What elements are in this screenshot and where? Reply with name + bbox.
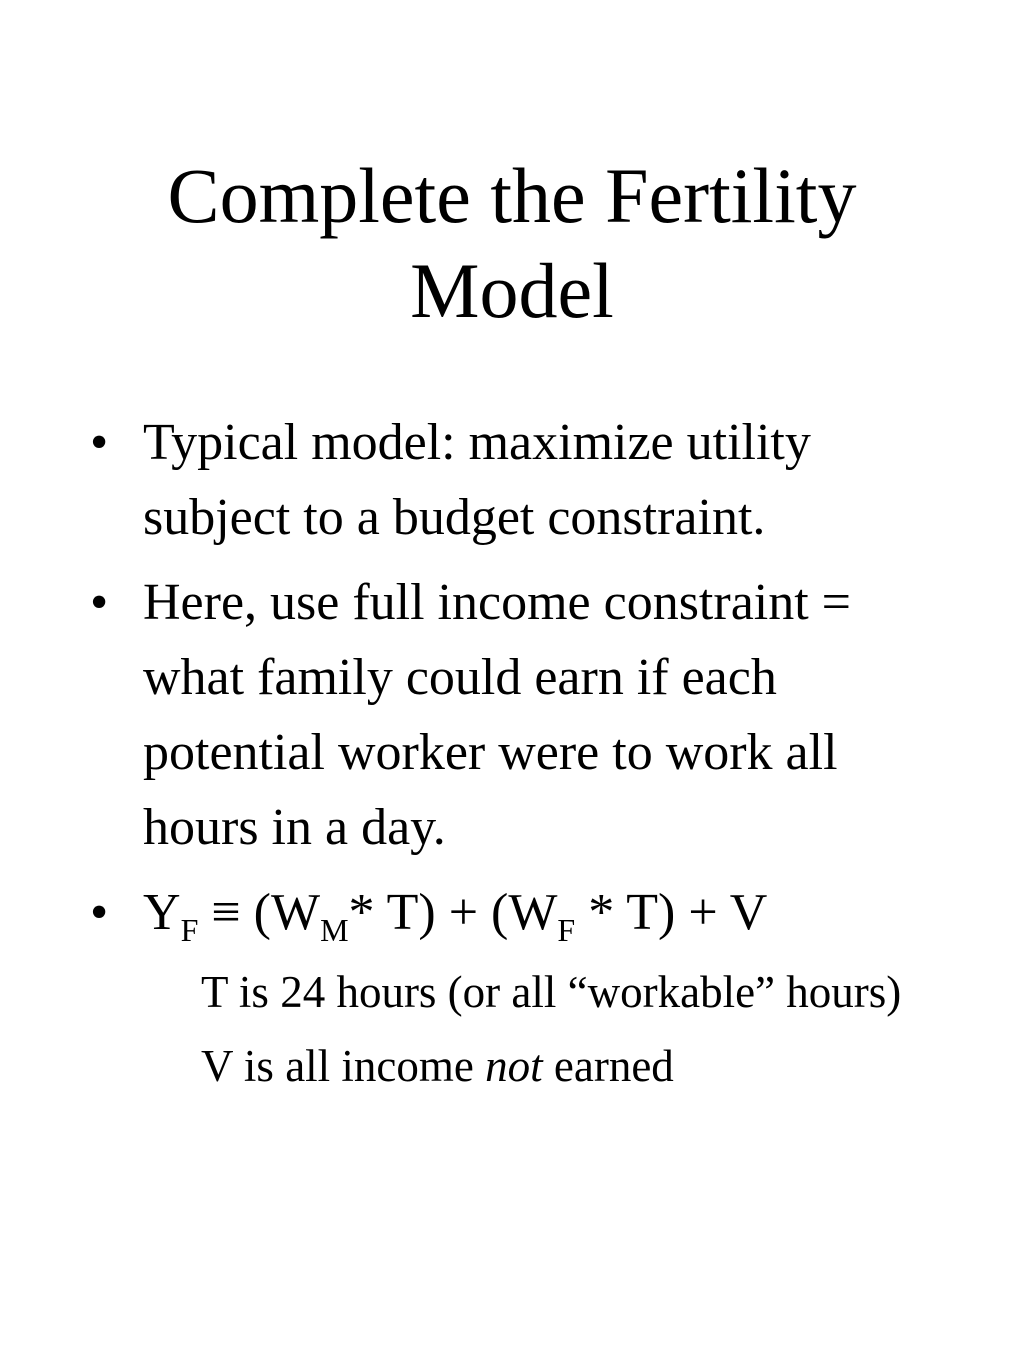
formula-text	[143, 884, 768, 948]
bullet-item	[0, 405, 1024, 555]
bullet-text: Typical model: maximize utility subject to a budget constraint.	[143, 414, 811, 546]
formula-part-1: ≡ (W	[198, 884, 321, 941]
formula-wm-subscript: M	[320, 912, 349, 948]
bullet-dot-icon: •	[90, 414, 109, 471]
formula-y-subscript: F	[180, 912, 199, 948]
formula-wf-subscript: F	[557, 912, 576, 948]
subpoint-v-suffix: earned	[542, 1041, 674, 1091]
bullet-dot-icon: •	[90, 574, 109, 631]
subpoint-v-prefix: V is all income	[201, 1041, 486, 1091]
bullet-list	[0, 405, 1024, 1098]
formula-bullet	[0, 875, 1024, 950]
subpoint-v-emphasis: not	[485, 1041, 543, 1091]
title-line-1: Complete the Fertility	[167, 152, 857, 239]
bullet-text: Here, use full income constraint = what family could earn if each potential worker were to work all hours in a day.	[143, 574, 851, 856]
subpoint-t	[0, 960, 1024, 1024]
title-line-2: Model	[410, 247, 614, 334]
formula-part-2: * T) + (W	[348, 884, 558, 941]
slide-title	[60, 148, 964, 338]
subpoint-v	[0, 1034, 1024, 1098]
subpoint-t-text: T is 24 hours (or all “workable” hours)	[201, 967, 902, 1017]
formula-part-3: * T) + V	[575, 884, 768, 941]
bullet-item	[0, 565, 1024, 865]
formula-y: Y	[143, 884, 181, 941]
bullet-dot-icon: •	[90, 884, 109, 941]
